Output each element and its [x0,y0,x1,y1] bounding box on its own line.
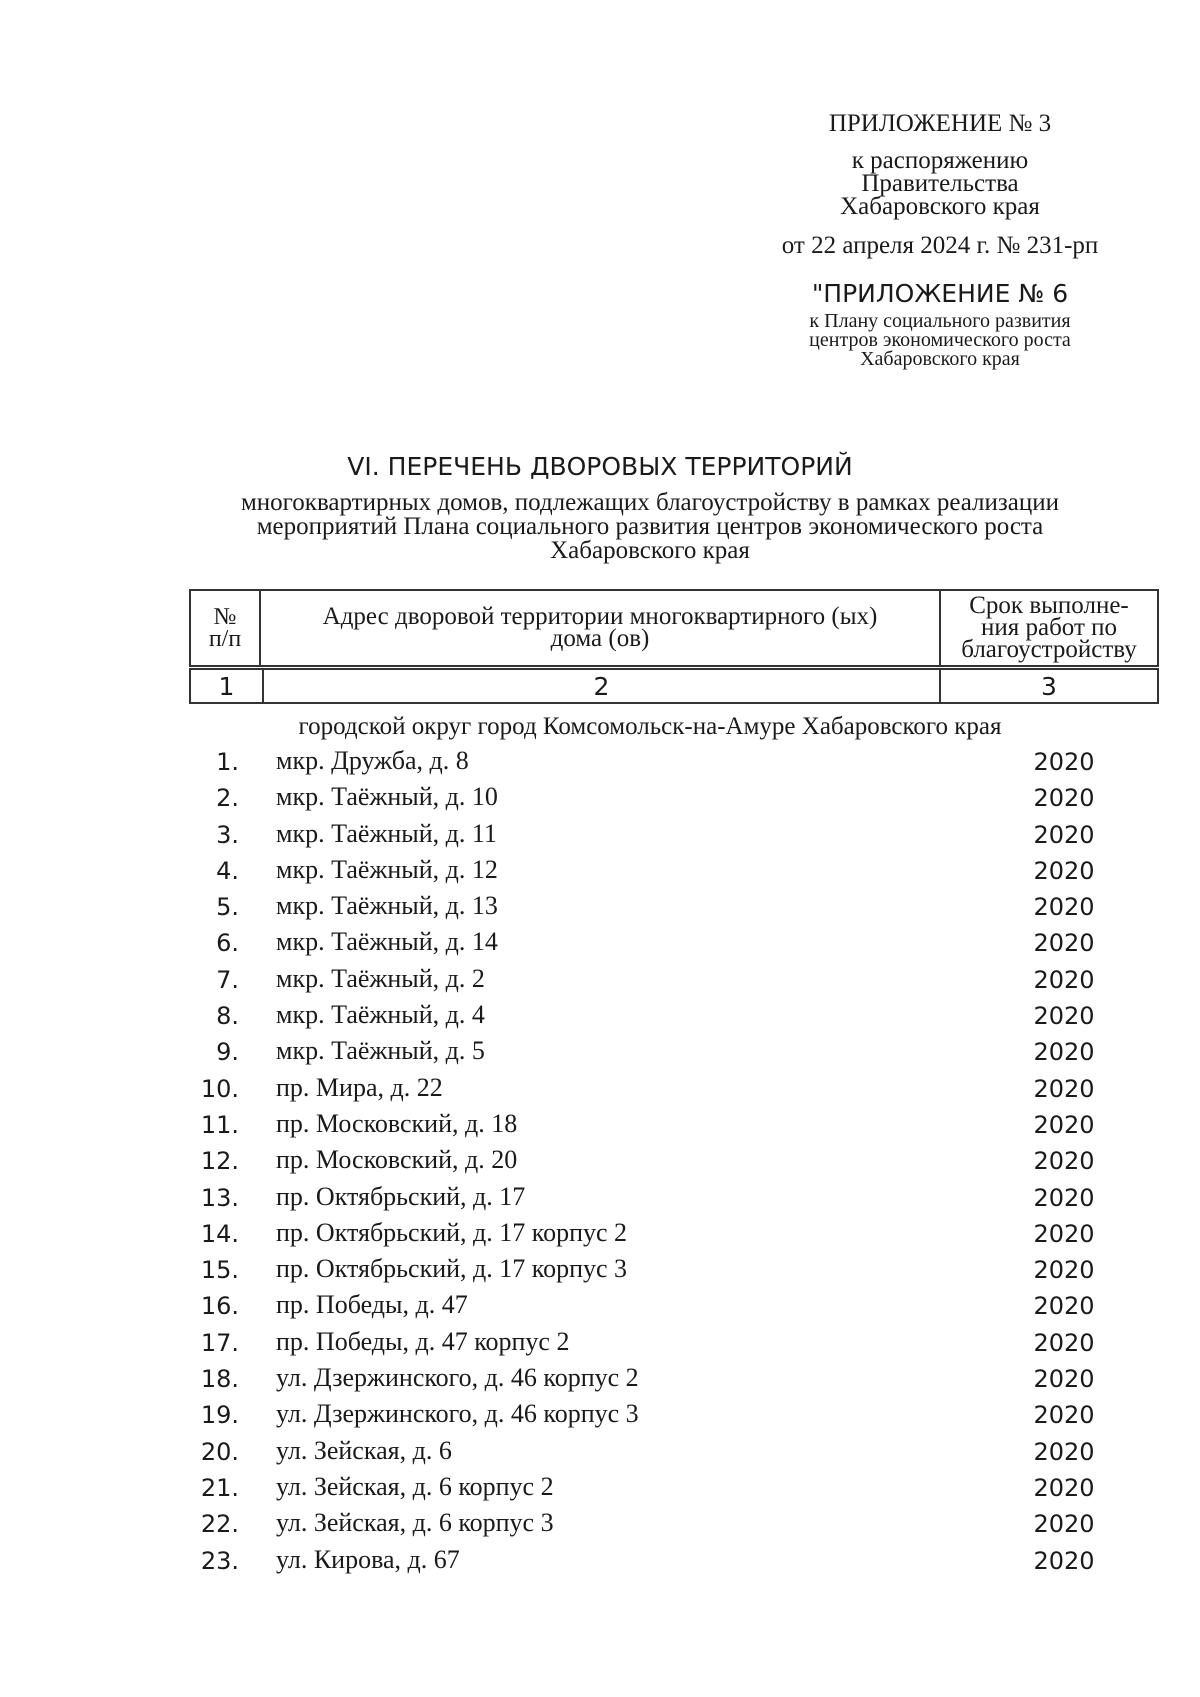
list-item-address: мкр. Таёжный, д. 14 [276,927,498,957]
list-item-address: пр. Октябрьский, д. 17 корпус 3 [276,1254,628,1284]
list-item [189,853,1157,889]
list-item-address: пр. Октябрьский, д. 17 корпус 2 [276,1217,628,1247]
list-item-number: 4. [216,856,239,885]
list-item-number: 2. [216,784,239,813]
territories-table-header [189,589,1159,667]
appendix-6-title: "ПРИЛОЖЕНИЕ № 6 [811,279,1069,308]
list-item-number: 6. [216,929,239,958]
list-item-address: мкр. Таёжный, д. 5 [276,1036,485,1066]
column-number-row-table [189,668,1159,704]
list-item [189,1325,1157,1361]
column-number-1: 1 [190,669,263,703]
region-heading: городской округ город Комсомольск-на-Амуре Хабаровского края [298,713,1002,740]
list-item-year: 2020 [1033,1147,1095,1176]
header-address-line-1: Адрес дворовой территории многоквартирного (ых) [322,603,878,630]
list-item-number: 5. [216,893,239,922]
list-item-year: 2020 [1033,1473,1095,1502]
list-item-year: 2020 [1033,1292,1095,1321]
appendix-3-reference [730,149,1150,218]
list-item-number: 15. [200,1256,239,1285]
list-item [189,1361,1157,1397]
list-item-number: 3. [216,820,239,849]
list-item-year: 2020 [1033,748,1095,776]
list-item-address: мкр. Таёжный, д. 4 [276,1000,485,1030]
list-item-number: 20. [200,1437,239,1466]
appendix-6-line-3: Хабаровского края [860,348,1020,370]
list-item [189,817,1157,853]
list-item-year: 2020 [1033,856,1095,885]
list-item [189,1252,1157,1288]
list-item-number: 11. [200,1110,239,1139]
list-item-address: пр. Московский, д. 20 [276,1145,518,1175]
list-item [189,1470,1157,1506]
list-item [189,1216,1157,1252]
list-item-number: 23. [200,1546,239,1575]
list-item-number: 12. [200,1147,239,1176]
list-item-year: 2020 [1033,893,1095,922]
list-item [189,1107,1157,1143]
list-item-year: 2020 [1033,1183,1095,1212]
list-item-year: 2020 [1033,1437,1095,1466]
column-number-row [190,669,1158,703]
list-item-address: ул. Дзержинского, д. 46 корпус 3 [276,1399,639,1429]
list-item-number: 13. [200,1183,239,1212]
list-item-year: 2020 [1033,1256,1095,1285]
list-item-number: 8. [216,1002,239,1031]
subtitle-line-2: мероприятий Плана социального развития центров экономического роста [256,513,1044,540]
appendix-3-line-1: к распоряжению [851,147,1029,174]
list-item [189,925,1157,961]
list-item-year: 2020 [1033,1328,1095,1357]
header-number-pp: п/п [208,626,242,652]
list-item-year: 2020 [1033,929,1095,958]
list-item-year: 2020 [1033,965,1095,994]
appendix-3-line-3: Хабаровского края [840,193,1040,220]
list-item-address: мкр. Таёжный, д. 13 [276,891,498,921]
header-deadline-line-1: Срок выполне- [969,592,1129,619]
list-item [189,1543,1157,1579]
list-item [189,889,1157,925]
list-item [189,1180,1157,1216]
list-item [189,998,1157,1034]
list-item [189,962,1157,998]
list-item [189,780,1157,816]
list-item-number: 10. [200,1074,239,1103]
appendix-6-reference [730,312,1150,369]
list-item-year: 2020 [1033,1002,1095,1031]
list-item [189,744,1157,780]
list-item-number: 19. [200,1401,239,1430]
list-item-number: 1. [216,748,239,776]
header-row [190,590,1158,666]
list-item-number: 22. [200,1510,239,1539]
header-number-sign: № [213,604,237,630]
list-item [189,1143,1157,1179]
list-item-year: 2020 [1033,1219,1095,1248]
list-item-address: мкр. Дружба, д. 8 [276,746,469,775]
appendix-6-line-1: к Плану социального развития [809,310,1071,332]
column-number-3: 3 [940,669,1158,703]
header-address-line-2: дома (ов) [550,625,650,652]
list-item-year: 2020 [1033,784,1095,813]
list-item-address: пр. Московский, д. 18 [276,1108,518,1138]
header-deadline-line-2: ния работ по [980,614,1118,641]
list-item-address: мкр. Таёжный, д. 12 [276,854,498,884]
list-item-year: 2020 [1033,820,1095,849]
list-item [189,1434,1157,1470]
appendix-6-line-2: центров экономического роста [809,329,1071,351]
list-item-year: 2020 [1033,1401,1095,1430]
subtitle-line-1: многоквартирных домов, подлежащих благоустройству в рамках реализации [240,489,1060,516]
list-item-year: 2020 [1033,1546,1095,1575]
list-item-year: 2020 [1033,1365,1095,1394]
list-item-number: 16. [200,1292,239,1321]
list-item-address: мкр. Таёжный, д. 10 [276,782,498,812]
list-item-address: пр. Победы, д. 47 корпус 2 [276,1326,570,1356]
list-item-address: ул. Зейская, д. 6 корпус 2 [276,1471,554,1501]
list-item-address: мкр. Таёжный, д. 11 [276,818,497,848]
list-item-number: 7. [216,965,239,994]
list-item-number: 18. [200,1365,239,1394]
header-deadline-line-3: благоустройству [961,636,1137,663]
header-deadline [940,590,1158,666]
appendix-3-date: от 22 апреля 2024 г. № 231-рп [781,232,1099,259]
list-item-address: пр. Победы, д. 47 [276,1290,468,1320]
subtitle-line-3: Хабаровского края [550,537,750,564]
header-number [190,590,260,666]
list-item-year: 2020 [1033,1074,1095,1103]
list-item-address: ул. Дзержинского, д. 46 корпус 2 [276,1363,639,1393]
list-item-year: 2020 [1033,1038,1095,1067]
list-item-number: 21. [200,1473,239,1502]
document-title: VI. ПЕРЕЧЕНЬ ДВОРОВЫХ ТЕРРИТОРИЙ [347,452,853,481]
document-subtitle [150,491,1150,563]
appendix-3-line-2: Правительства [861,170,1019,197]
list-item-year: 2020 [1033,1510,1095,1539]
territory-list [189,744,1157,1579]
header-address [260,590,940,666]
list-item [189,1071,1157,1107]
list-item-address: пр. Мира, д. 22 [276,1072,443,1102]
appendix-3-title: ПРИЛОЖЕНИЕ № 3 [828,110,1052,137]
list-item [189,1506,1157,1542]
list-item [189,1034,1157,1070]
list-item [189,1397,1157,1433]
list-item-address: ул. Кирова, д. 67 [276,1544,460,1574]
column-number-2: 2 [263,669,940,703]
list-item-number: 17. [200,1328,239,1357]
list-item-year: 2020 [1033,1110,1095,1139]
list-item-address: мкр. Таёжный, д. 2 [276,963,485,993]
list-item-address: ул. Зейская, д. 6 [276,1435,452,1465]
list-item [189,1288,1157,1324]
list-item-number: 14. [200,1219,239,1248]
list-item-address: ул. Зейская, д. 6 корпус 3 [276,1508,554,1538]
list-item-number: 9. [216,1038,239,1067]
list-item-address: пр. Октябрьский, д. 17 [276,1181,526,1211]
